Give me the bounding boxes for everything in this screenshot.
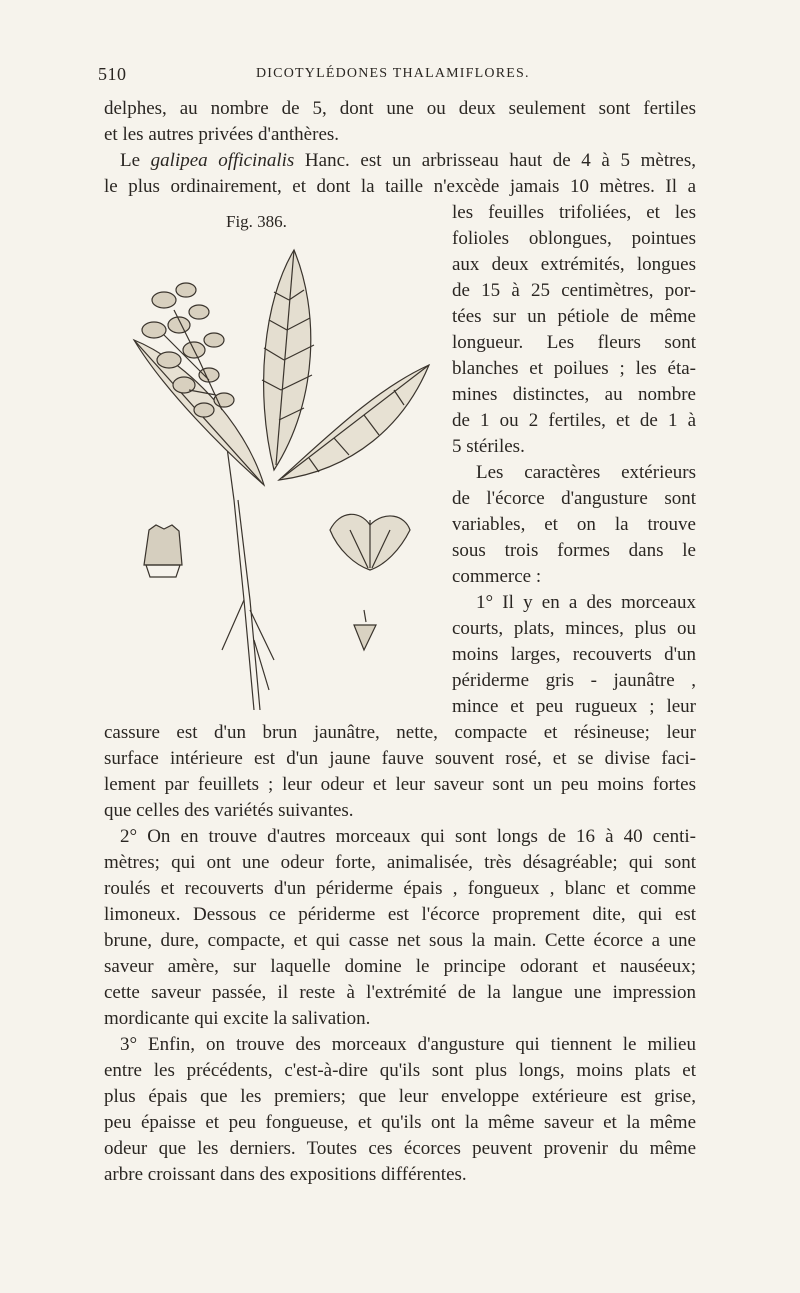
text-line: plus épais que les premiers; que leur enveloppe extérieure est grise, <box>104 1086 696 1107</box>
text-line: mordicante qui excite la salivation. <box>104 1008 371 1029</box>
text-line: peu épaisse et peu fongueuse, et qu'ils ont la même saveur et la même <box>104 1112 696 1133</box>
page-number: 510 <box>98 64 127 84</box>
text-line: le plus ordinairement, et dont la taille n'excède jamais 10 mètres. Il a <box>104 176 696 197</box>
text-line: moins larges, recouverts d'un <box>452 644 696 665</box>
text-line: mètres; qui ont une odeur forte, animalisée, très désagréable; qui sont <box>104 852 696 873</box>
text-line: surface intérieure est d'un jaune fauve souvent rosé, et se divise faci- <box>104 748 696 769</box>
text-line-galipea: Le galipea officinalis Hanc. est un arbrisseau haut de 4 à 5 mètres, <box>120 150 696 171</box>
text-line: lement par feuillets ; leur odeur et leur saveur sont un peu moins fortes <box>104 774 696 795</box>
text-line: tées sur un pétiole de même <box>452 306 696 327</box>
text-line: de 15 à 25 centimètres, por- <box>452 280 696 301</box>
text-line: delphes, au nombre de 5, dont une ou deux seulement sont fertiles <box>104 98 696 119</box>
text-line: mines distinctes, au nombre <box>452 384 696 405</box>
text-line: de l'écorce d'angusture sont <box>452 488 696 509</box>
text-line: 2° On en trouve d'autres morceaux qui sont longs de 16 à 40 centi- <box>120 826 696 847</box>
figure-caption: Fig. 386. <box>226 212 287 231</box>
text-line: cassure est d'un brun jaunâtre, nette, compacte et résineuse; leur <box>104 722 696 743</box>
text-line: 3° Enfin, on trouve des morceaux d'angusture qui tiennent le milieu <box>120 1034 696 1055</box>
text-line: aux deux extrémités, longues <box>452 254 696 275</box>
text-line: Les caractères extérieurs <box>476 462 696 483</box>
text-line: odeur que les derniers. Toutes ces écorces peuvent provenir du même <box>104 1138 696 1159</box>
text-line: mince et peu rugueux ; leur <box>452 696 696 717</box>
text-line: saveur amère, sur laquelle domine le principe odorant et nauséeux; <box>104 956 696 977</box>
text-line: arbre croissant dans des expositions différentes. <box>104 1164 467 1185</box>
text-line: variables, et on la trouve <box>452 514 696 535</box>
text-line: courts, plats, minces, plus ou <box>452 618 696 639</box>
text-line: folioles oblongues, pointues <box>452 228 696 249</box>
text-line: de 1 ou 2 fertiles, et de 1 à <box>452 410 696 431</box>
text-line: et les autres privées d'anthères. <box>104 124 340 145</box>
text-line: cette saveur passée, il reste à l'extrémité de la langue une impression <box>104 982 696 1003</box>
text-line: les feuilles trifoliées, et les <box>452 202 696 223</box>
text-line: brune, dure, compacte, et qui casse net sous la main. Cette écorce a une <box>104 930 696 951</box>
text-line: sous trois formes dans le <box>452 540 696 561</box>
text-line: roulés et recouverts d'un périderme épais , fongueux , blanc et comme <box>104 878 696 899</box>
text-line: longueur. Les fleurs sont <box>452 332 696 353</box>
page-header <box>98 64 698 88</box>
text-line: que celles des variétés suivantes. <box>104 800 354 821</box>
text-line: périderme gris - jaunâtre , <box>452 670 696 691</box>
text-line: 5 stériles. <box>452 436 525 457</box>
running-title: DICOTYLÉDONES THALAMIFLORES. <box>256 66 530 81</box>
botanical-illustration <box>104 240 444 710</box>
text-line: entre les précédents, c'est-à-dire qu'ils sont plus longs, moins plats et <box>104 1060 696 1081</box>
text-line: commerce : <box>452 566 542 587</box>
text-line: 1° Il y en a des morceaux <box>476 592 696 613</box>
text-line: limoneux. Dessous ce périderme est l'écorce proprement dite, qui est <box>104 904 696 925</box>
text-line: blanches et poilues ; les éta- <box>452 358 696 379</box>
